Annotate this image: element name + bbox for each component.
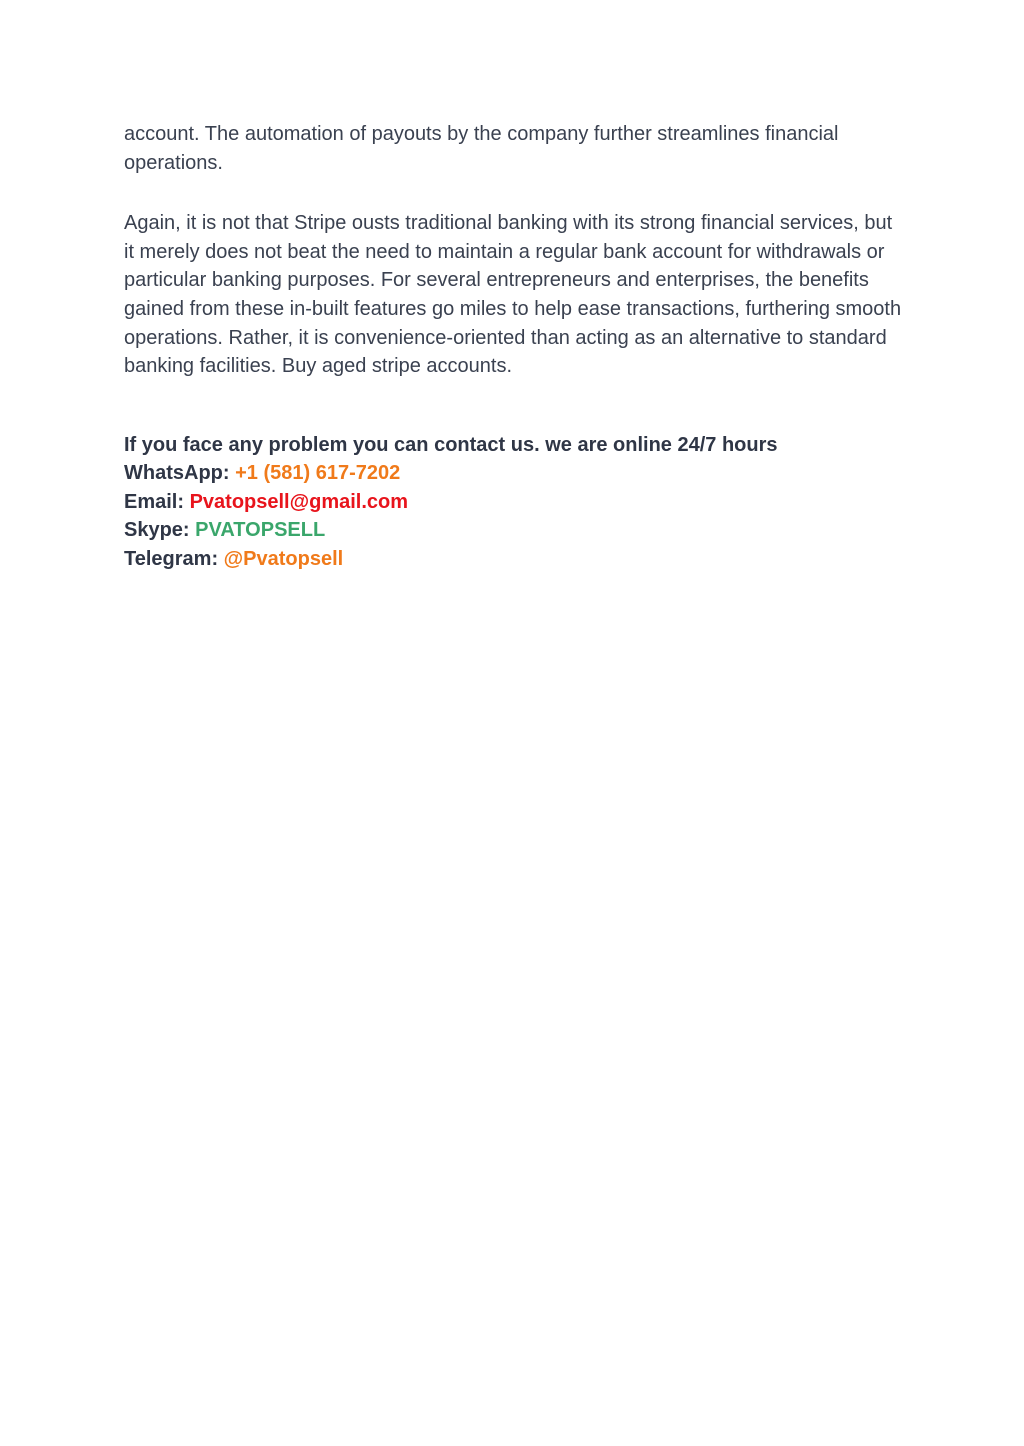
email-address[interactable]: Pvatopsell@gmail.com: [189, 490, 409, 513]
telegram-label: Telegram:: [124, 547, 224, 570]
whatsapp-line: [124, 459, 904, 488]
skype-label: Skype:: [124, 519, 196, 542]
paragraph-2: Again, it is not that Stripe ousts traditional banking with its strong financial services, but it merely does not beat the need to maintain a regular bank account for withdrawals or particular banking purposes. For several entrepreneurs and enterprises, the benefits gained from these in-built features go miles to help ease transactions, furthering smooth operations. Rather, it is convenience-oriented than acting as an alternative to standard banking facilities. Buy aged stripe accounts.: [124, 212, 902, 378]
telegram-line: [124, 545, 904, 574]
paragraph-1: account. The automation of payouts by the company further streamlines financial operations.: [124, 123, 839, 174]
whatsapp-label: WhatsApp:: [124, 462, 236, 485]
email-label: Email:: [124, 490, 190, 513]
document-page: [124, 120, 904, 573]
skype-handle[interactable]: PVATOPSELL: [195, 519, 326, 542]
contact-block: [124, 431, 904, 574]
whatsapp-number[interactable]: +1 (581) 617-7202: [235, 462, 401, 485]
telegram-handle[interactable]: @Pvatopsell: [223, 547, 344, 570]
contact-intro: If you face any problem you can contact us. we are online 24/7 hours: [124, 433, 778, 456]
skype-line: [124, 516, 904, 545]
email-line: [124, 488, 904, 517]
